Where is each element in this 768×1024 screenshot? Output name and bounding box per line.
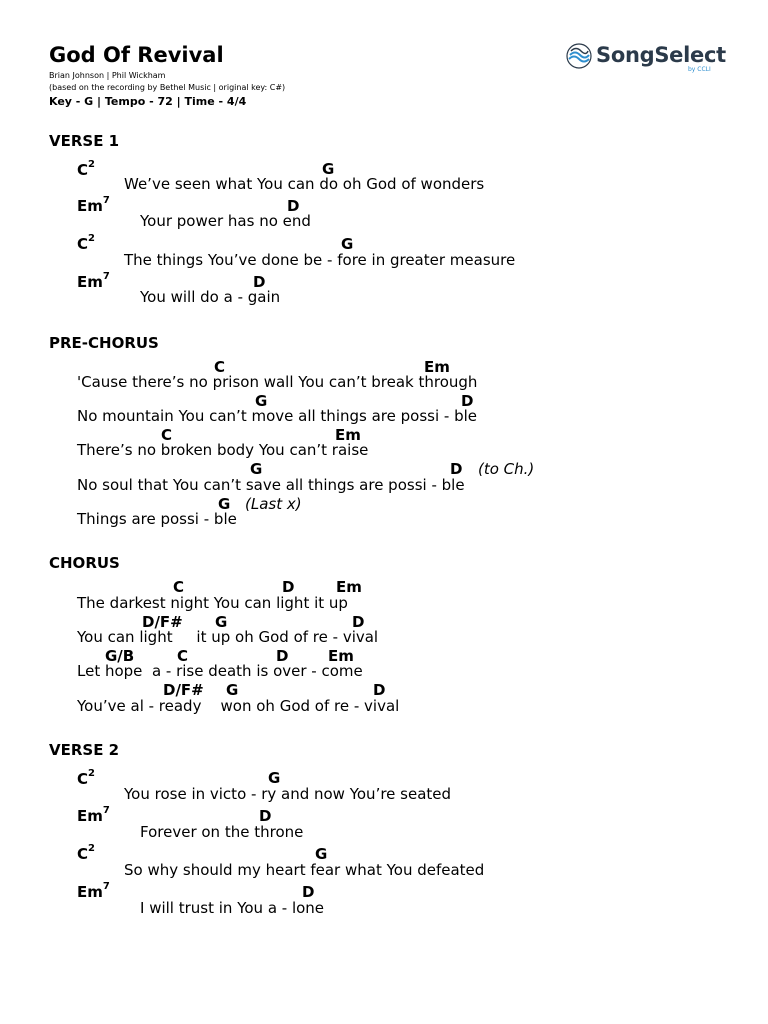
lyric-line: Your power has no end	[140, 212, 311, 230]
song-authors: Brian Johnson | Phil Wickham	[49, 71, 166, 80]
chord: $C^2$	[77, 768, 95, 788]
lyric-line: So why should my heart fear what You defeated	[124, 861, 485, 879]
chord: $C^2$	[77, 233, 95, 253]
section-heading-verse-2: VERSE 2	[49, 741, 120, 759]
chord: G	[322, 160, 335, 178]
chord: G	[255, 392, 268, 410]
ccli-subtext: by CCLI	[688, 66, 711, 73]
song-key-tempo-time: Key - G | Tempo - 72 | Time - 4/4	[49, 95, 247, 108]
chord: Em$^7$	[77, 195, 110, 215]
chord: G	[250, 460, 263, 478]
lyric-line: You’ve al - ready won oh God of re - vival	[77, 697, 400, 715]
chord: Em	[336, 578, 362, 596]
lyric-line: 'Cause there’s no prison wall You can’t break through	[77, 373, 478, 391]
chord: Em	[335, 426, 361, 444]
section-heading-chorus: CHORUS	[49, 554, 120, 572]
lyric-line: You will do a - gain	[140, 288, 281, 306]
chord: G	[226, 681, 239, 699]
chord: D	[373, 681, 386, 699]
chord: D/F#	[142, 613, 183, 631]
chord: D	[450, 460, 463, 478]
lyric-line: The darkest night You can light it up	[77, 594, 348, 612]
lyric-line: You can light it up oh God of re - vival	[77, 628, 379, 646]
chord: D	[461, 392, 474, 410]
chord: D	[302, 883, 315, 901]
chord: C	[173, 578, 185, 596]
chord: $C^2$	[77, 159, 95, 179]
chord: G	[215, 613, 228, 631]
section-heading-verse-1: VERSE 1	[49, 132, 120, 150]
chord: Em$^7$	[77, 805, 110, 825]
chord: C	[214, 358, 226, 376]
chord: D	[276, 647, 289, 665]
lyric-line: We’ve seen what You can do oh God of wonders	[124, 175, 485, 193]
chord: C	[177, 647, 189, 665]
lyric-line: Let hope a - rise death is over - come	[77, 662, 363, 680]
chord: Em	[328, 647, 354, 665]
lyric-line: Things are possi - ble	[77, 510, 237, 528]
chord: G	[341, 235, 354, 253]
chord: G	[315, 845, 328, 863]
chord: D	[287, 197, 300, 215]
chord: C	[161, 426, 173, 444]
lyric-line: No soul that You can’t save all things are possi - ble	[77, 476, 465, 494]
chord: $C^2$	[77, 843, 95, 863]
section-heading-pre-chorus: PRE-CHORUS	[49, 334, 159, 352]
chord: D	[253, 273, 266, 291]
chord: G	[268, 769, 281, 787]
song-title: God Of Revival	[49, 43, 224, 67]
lyric-line: There’s no broken body You can’t raise	[77, 441, 369, 459]
performance-note: (Last x)	[245, 495, 302, 513]
lyric-line: No mountain You can’t move all things are possi - ble	[77, 407, 477, 425]
chord: D/F#	[163, 681, 204, 699]
lyric-line: The things You’ve done be - fore in greater measure	[124, 251, 516, 269]
lyric-line: You rose in victo - ry and now You’re seated	[124, 785, 452, 803]
songselect-logo[interactable]	[566, 42, 726, 76]
chord: G/B	[105, 647, 135, 665]
lyric-line: I will trust in You a - lone	[140, 899, 325, 917]
chord: Em$^7$	[77, 881, 110, 901]
songselect-logo-text: SongSelect	[596, 43, 726, 67]
performance-note: (to Ch.)	[478, 460, 535, 478]
lyric-line: Forever on the throne	[140, 823, 304, 841]
chord: Em$^7$	[77, 271, 110, 291]
song-recording-info: (based on the recording by Bethel Music | original key: C#)	[49, 83, 286, 92]
chord: D	[259, 807, 272, 825]
chord: Em	[424, 358, 450, 376]
chord: D	[282, 578, 295, 596]
chord: D	[352, 613, 365, 631]
chord: G	[218, 495, 231, 513]
songselect-logo-icon	[566, 43, 592, 69]
